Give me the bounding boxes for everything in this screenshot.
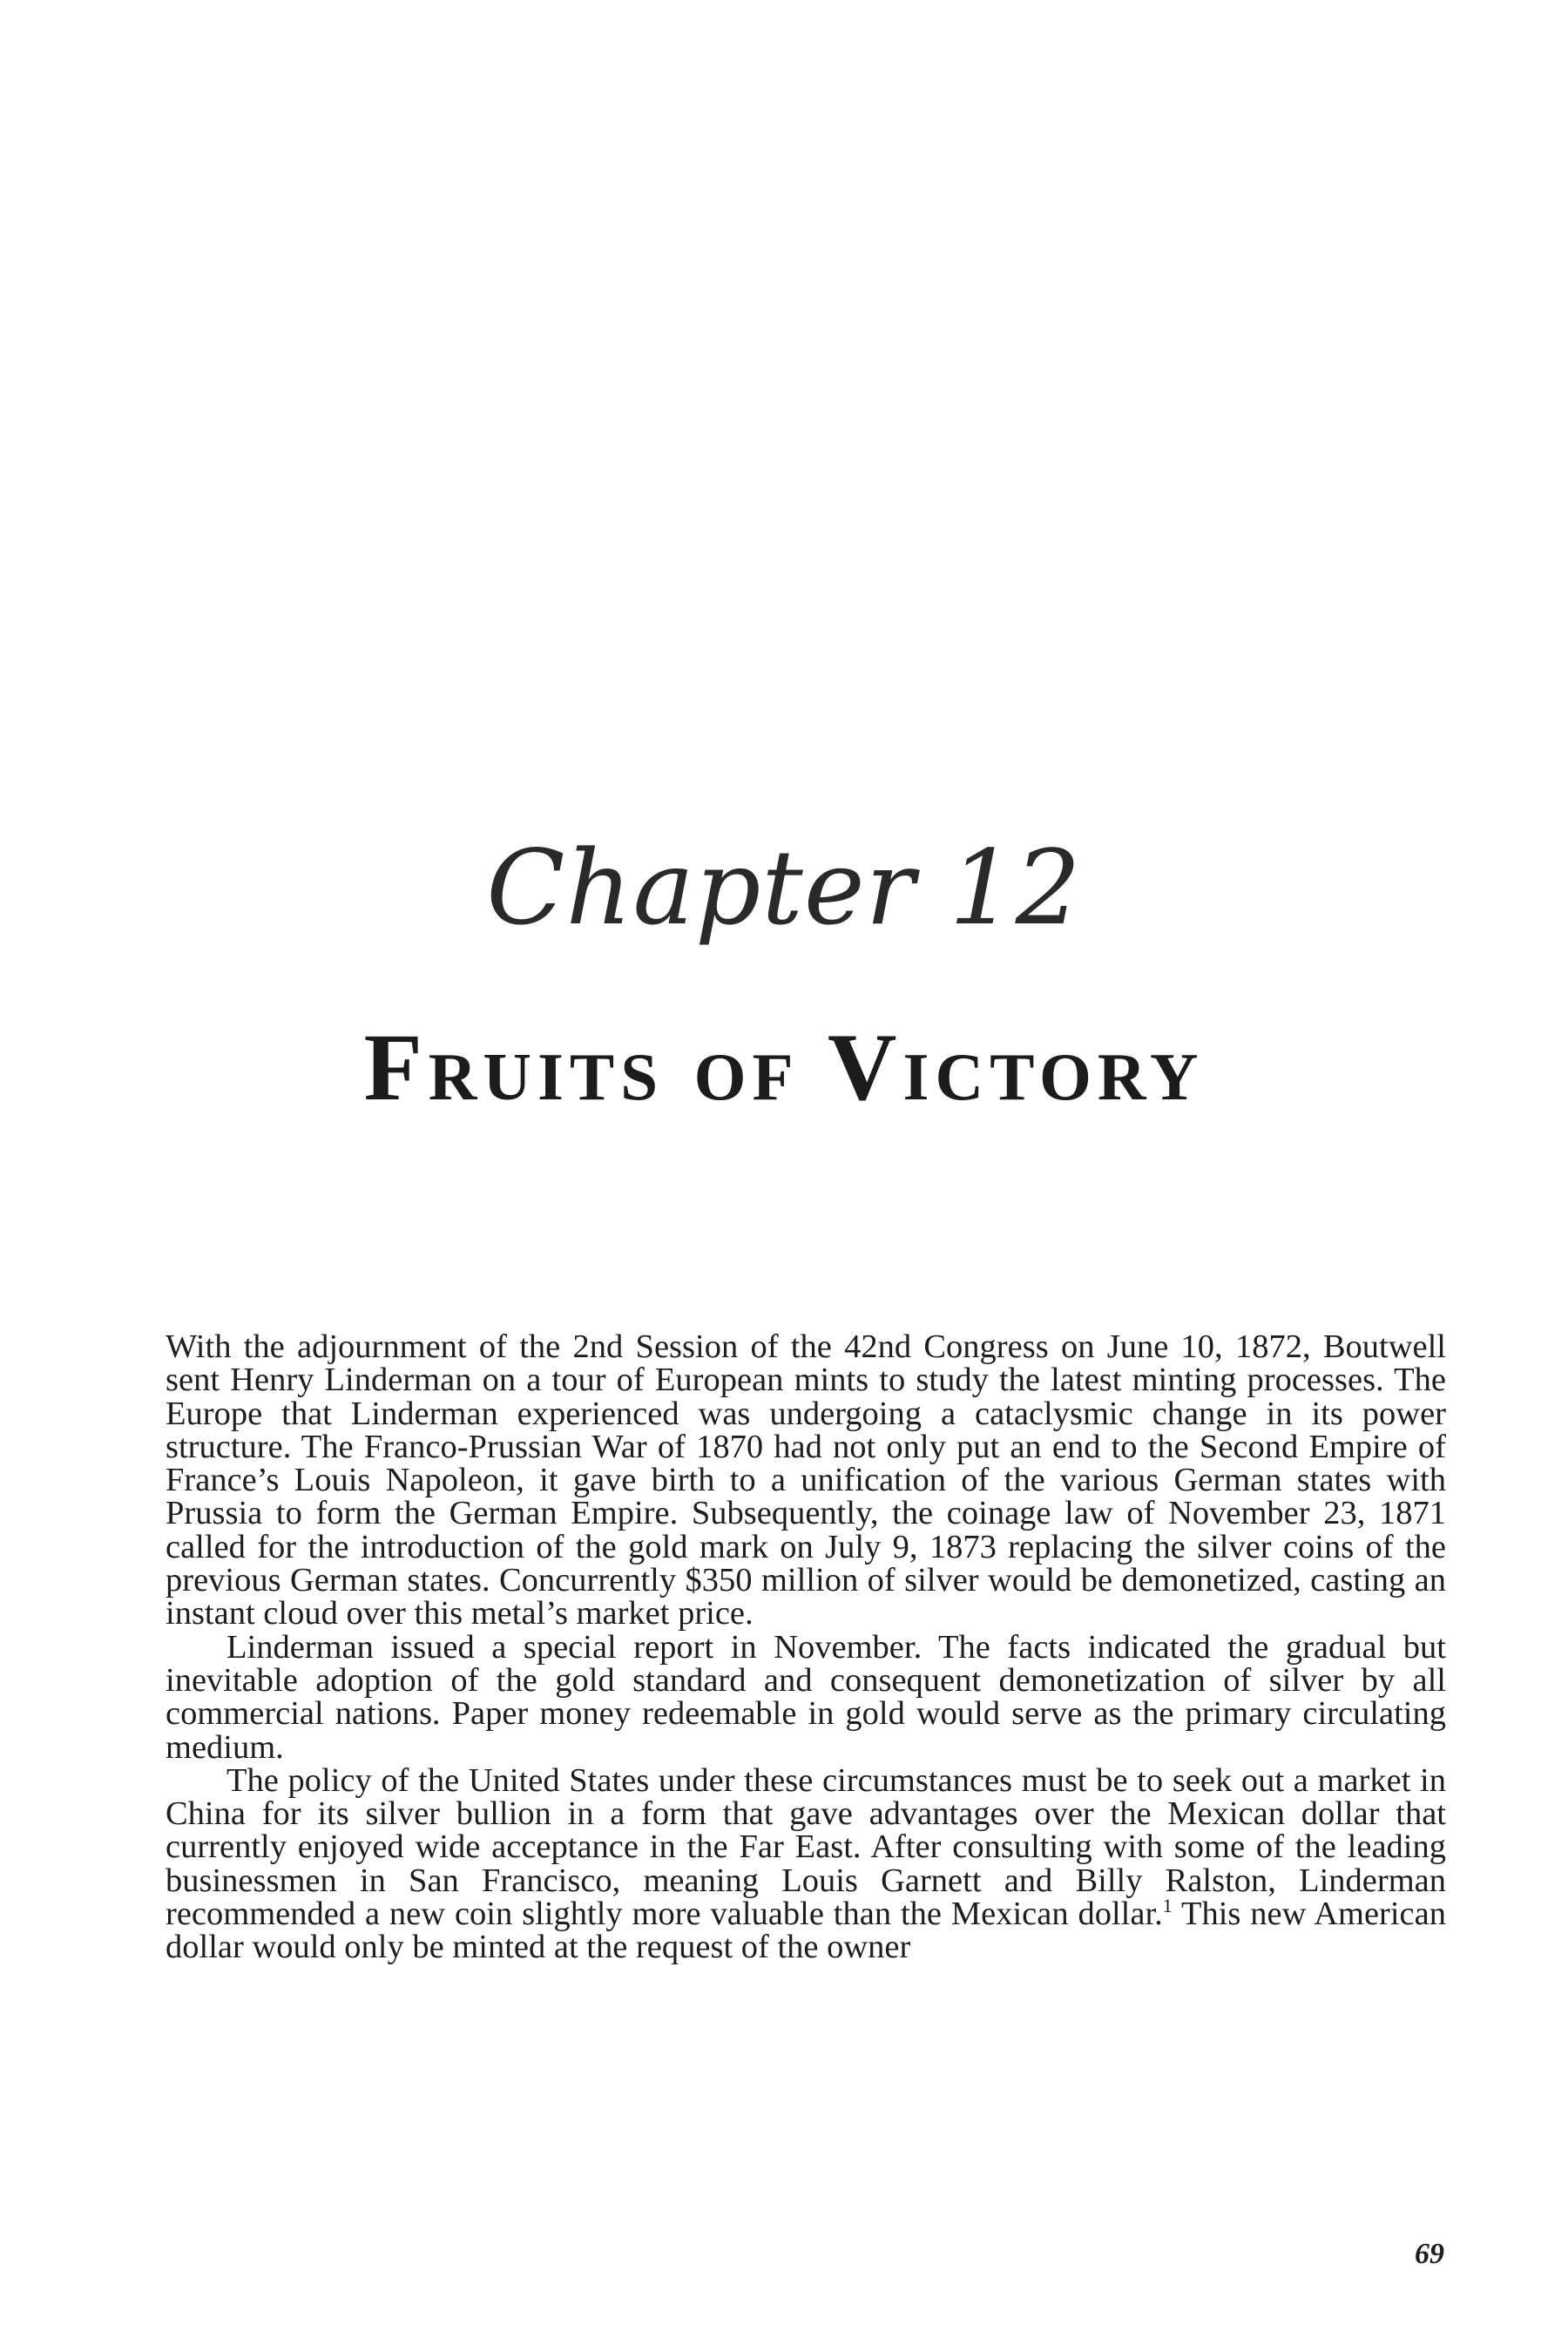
footnote-reference: 1 <box>1162 1895 1173 1917</box>
paragraph-2: Linderman issued a special report in November. The facts indicated the gradual but inevitable adoption of the gold standard and consequent demonetization of silver by all commercial nations. Paper money redeemable in gold would serve as the primary circulating medium. <box>166 1628 1446 1766</box>
paragraph-1: With the adjournment of the 2nd Session of the 42nd Congress on June 10, 1872, Boutwell sent Henry Linderman on a tour of European mints to study the latest minting processes. The Europe that Linderman experienced was undergoing a cataclysmic change in its power structure. The Franco-Prussian War of 1870 had not only put an end to the Second Empire of France’s Louis Napoleon, it gave birth to a unification of the various German states with Prussia to form the German Empire. Subsequently, the coinage law of November 23, 1871 called for the introduction of the gold mark on July 9, 1873 replacing the silver coins of the previous German states. Concurrently $350 million of silver would be demonetized, casting an instant cloud over this metal’s market price. <box>166 1328 1446 1632</box>
paragraph-3 <box>166 1761 1446 1966</box>
chapter-label: Chapter 12 <box>486 828 1082 948</box>
paragraph-3-text: The policy of the United States under these circumstances must be to seek out a market in China for its silver bullion in a form that gave advantages over the Mexican dollar that currently enjoyed wide acceptance in the Far East. After consulting with some of the leading businessmen in San Francisco, meaning Louis Garnett and Billy Ralston, Linderman recommended a new coin slightly more valuable than the Mexican dollar. <box>166 1761 1446 1933</box>
page-number: 69 <box>1415 2238 1444 2270</box>
body-text <box>166 1330 1446 1964</box>
paragraph-3-continuation: This new American dollar would only be minted at the request of the owner <box>166 1896 1446 1966</box>
chapter-title: Fruits of Victory <box>363 1014 1205 1120</box>
